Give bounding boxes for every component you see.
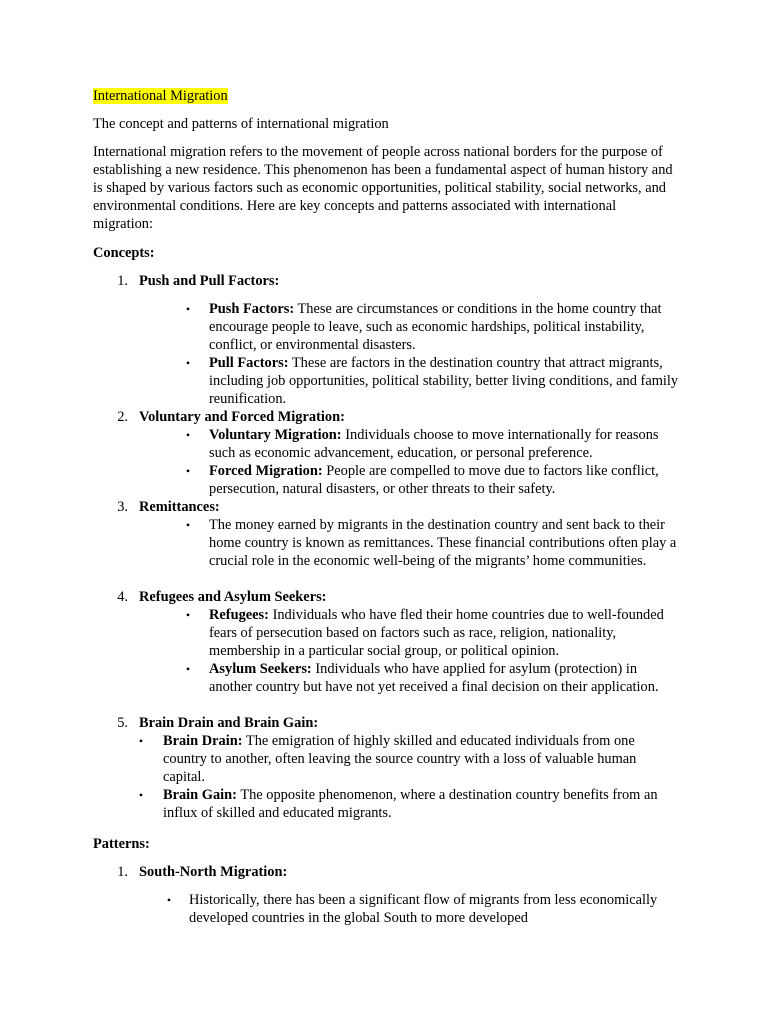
concept-heading: Refugees and Asylum Seekers: (139, 589, 327, 605)
item-text: Historically, there has been a significant flow of migrants from less economically developed countries in the global South to more developed (189, 892, 658, 926)
list-item (163, 732, 676, 786)
patterns-heading: Patterns: (93, 836, 150, 852)
list-item (209, 660, 679, 696)
list-item (209, 606, 679, 660)
bullet-icon: • (185, 464, 191, 478)
item-text: Individuals who have fled their home countries due to well-founded fears of persecution based on factors such as race, religion, nationality, membership in a particular social group, or political opinion. (209, 607, 664, 659)
item-text: The money earned by migrants in the destination country and sent back to their home country is known as remittances. These financial contributions often play a crucial role in the economic well-being of the migrants’ home communities. (209, 517, 677, 569)
list-item (209, 426, 679, 462)
list-item (209, 354, 679, 408)
bullet-icon: • (185, 428, 191, 442)
list-number: 5. (117, 715, 128, 731)
concept-heading: Remittances: (139, 499, 220, 515)
list-number: 3. (117, 499, 128, 515)
item-label: Asylum Seekers: (209, 661, 312, 677)
item-label: Brain Gain: (163, 787, 237, 803)
item-text: These are factors in the destination country that attract migrants, including job opportunities, political stability, better living conditions, and family reunification. (209, 355, 679, 407)
item-label: Refugees: (209, 607, 269, 623)
item-text: People are compelled to move due to factors like conflict, persecution, natural disasters, or other threats to their safety. (209, 463, 659, 497)
item-label: Brain Drain: (163, 733, 243, 749)
item-text: Individuals choose to move internationally for reasons such as economic advancement, education, or personal preference. (209, 427, 659, 461)
list-item (163, 786, 676, 822)
bullet-icon: • (166, 893, 172, 907)
concept-heading: Push and Pull Factors: (139, 273, 280, 289)
pattern-heading: South-North Migration: (139, 864, 288, 880)
bullet-icon: • (185, 662, 191, 676)
item-text: These are circumstances or conditions in the home country that encourage people to leave, such as economic hardships, political instability, conflict, or environmental disasters. (209, 301, 662, 353)
concepts-heading: Concepts: (93, 245, 155, 261)
list-number: 1. (117, 273, 128, 289)
intro-paragraph: International migration refers to the movement of people across national borders for the purpose of establishing a new residence. This phenomenon has been a fundamental aspect of human history and is shaped by various factors such as economic opportunities, political stability, social networks, and environmental conditions. Here are key concepts and patterns associated with international migration: (93, 144, 673, 232)
concept-heading: Voluntary and Forced Migration: (139, 409, 345, 425)
list-number: 4. (117, 589, 128, 605)
item-label: Forced Migration: (209, 463, 323, 479)
bullet-icon: • (185, 356, 191, 370)
list-item (209, 516, 679, 570)
item-label: Pull Factors: (209, 355, 289, 371)
bullet-icon: • (185, 518, 191, 532)
document-title (93, 87, 678, 105)
item-text: Individuals who have applied for asylum (protection) in another country but have not yet received a final decision on their application. (209, 661, 659, 695)
list-number: 1. (117, 864, 128, 880)
item-label: Voluntary Migration: (209, 427, 342, 443)
concept-heading: Brain Drain and Brain Gain: (139, 715, 319, 731)
bullet-icon: • (138, 734, 144, 748)
title-highlight: International Migration (93, 88, 228, 104)
bullet-icon: • (185, 302, 191, 316)
item-text: The opposite phenomenon, where a destination country benefits from an influx of skilled and educated migrants. (163, 787, 658, 821)
list-number: 2. (117, 409, 128, 425)
bullet-icon: • (138, 788, 144, 802)
document-subtitle: The concept and patterns of international migration (93, 116, 389, 132)
list-item (209, 300, 679, 354)
list-item (189, 891, 659, 927)
item-label: Push Factors: (209, 301, 295, 317)
bullet-icon: • (185, 608, 191, 622)
item-text: The emigration of highly skilled and educated individuals from one country to another, often leaving the source country with a loss of valuable human capital. (163, 733, 637, 785)
list-item (209, 462, 679, 498)
